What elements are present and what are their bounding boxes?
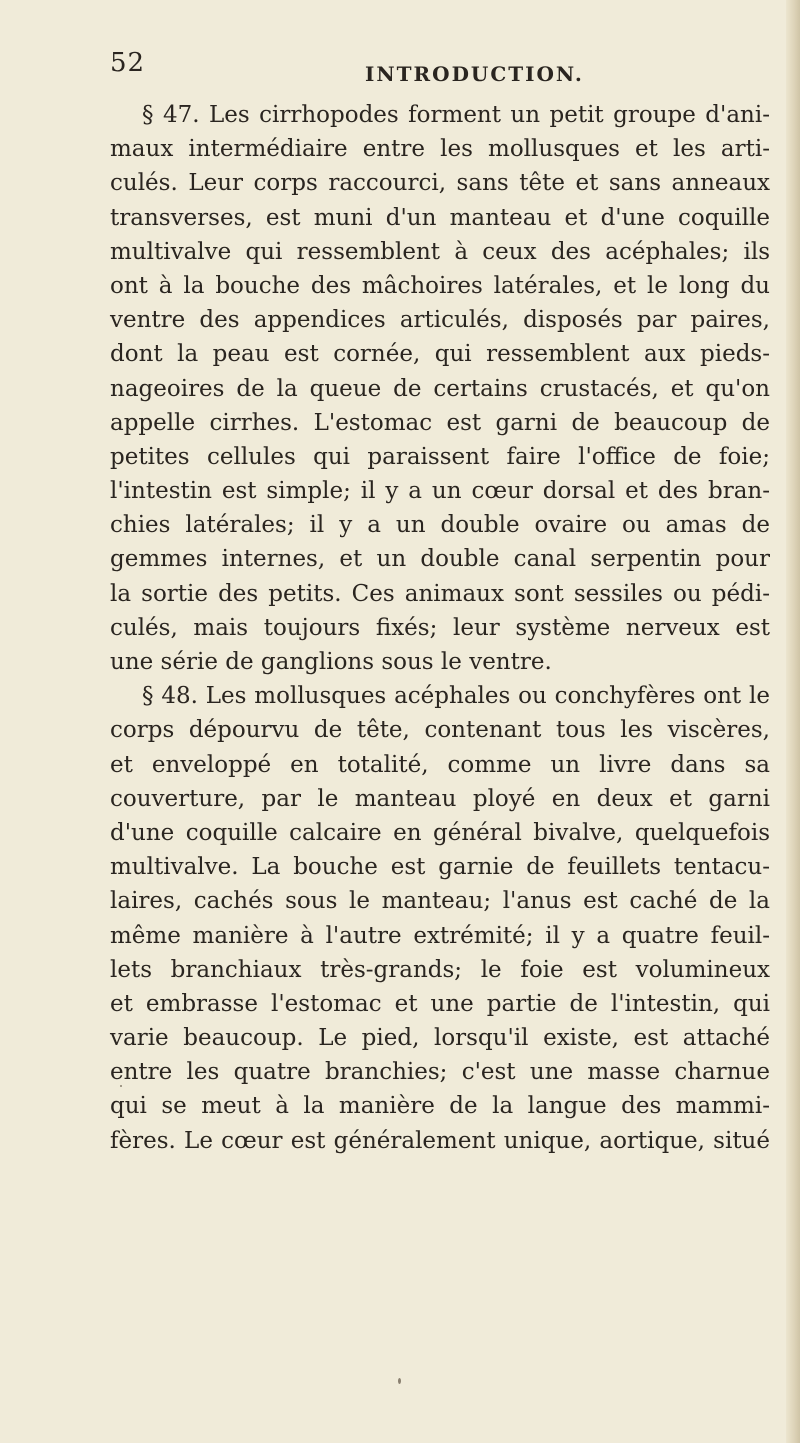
text-line: une série de ganglions sous le ventre.: [110, 649, 552, 675]
text-line: transverses, est muni d'un manteau et d'une coquille: [110, 204, 770, 231]
text-line: fères. Le cœur est généralement unique, aortique, situé: [110, 1127, 770, 1154]
text-line: varie beaucoup. Le pied, lorsqu'il existe, est attaché: [110, 1025, 770, 1052]
text-line: qui se meut à la manière de la langue des mammi-: [110, 1093, 770, 1120]
text-line: culés, mais toujours fixés; leur système nerveux est: [110, 614, 770, 641]
text-line: multivalve. La bouche est garnie de feuillets tentacu-: [110, 854, 770, 881]
text-line: culés. Leur corps raccourci, sans tête et sans anneaux: [110, 170, 770, 197]
text-line: l'intestin est simple; il y a un cœur dorsal et des bran-: [110, 478, 770, 505]
text-line: multivalve qui ressemblent à ceux des acéphales; ils: [110, 238, 770, 265]
body-text: [110, 98, 770, 1158]
text-line: § 48. Les mollusques acéphales ou conchyfères ont le: [142, 683, 770, 710]
text-line: dont la peau est cornée, qui ressemblent aux pieds-: [110, 341, 770, 368]
paper-speck: [398, 1378, 401, 1384]
text-line: corps dépourvu de tête, contenant tous les viscères,: [110, 717, 770, 744]
text-line: gemmes internes, et un double canal serpentin pour: [110, 546, 770, 573]
paragraph-47: [110, 98, 770, 679]
text-line: entre les quatre branchies; c'est une masse charnue: [110, 1059, 770, 1086]
text-line: couverture, par le manteau ployé en deux et garni: [110, 785, 770, 812]
text-line: nageoires de la queue de certains crustacés, et qu'on: [110, 375, 770, 402]
text-line: la sortie des petits. Ces animaux sont sessiles ou pédi-: [110, 580, 770, 607]
text-line: petites cellules qui paraissent faire l'office de foie;: [110, 443, 770, 470]
text-line: maux intermédiaire entre les mollusques et les arti-: [110, 136, 770, 163]
paper-speck: [120, 1085, 122, 1087]
text-line: et enveloppé en totalité, comme un livre dans sa: [110, 751, 770, 778]
text-line: § 47. Les cirrhopodes forment un petit groupe d'ani-: [142, 102, 770, 128]
text-line: appelle cirrhes. L'estomac est garni de beaucoup de: [110, 409, 770, 436]
page-header: [110, 48, 730, 88]
running-title: INTRODUCTION.: [365, 62, 584, 86]
text-line: et embrasse l'estomac et une partie de l'intestin, qui: [110, 990, 770, 1017]
text-line: ont à la bouche des mâchoires latérales, et le long du: [110, 272, 770, 299]
text-line: chies latérales; il y a un double ovaire ou amas de: [110, 512, 770, 539]
text-line: ventre des appendices articulés, disposés par paires,: [110, 307, 770, 334]
text-line: d'une coquille calcaire en général bivalve, quelquefois: [110, 819, 770, 846]
text-line: laires, cachés sous le manteau; l'anus est caché de la: [110, 888, 770, 915]
page-edge: [786, 0, 800, 1443]
page-number: 52: [110, 48, 146, 78]
paragraph-48: [110, 679, 770, 1158]
text-line: lets branchiaux très-grands; le foie est volumineux: [110, 956, 770, 983]
text-line: même manière à l'autre extrémité; il y a quatre feuil-: [110, 922, 770, 949]
